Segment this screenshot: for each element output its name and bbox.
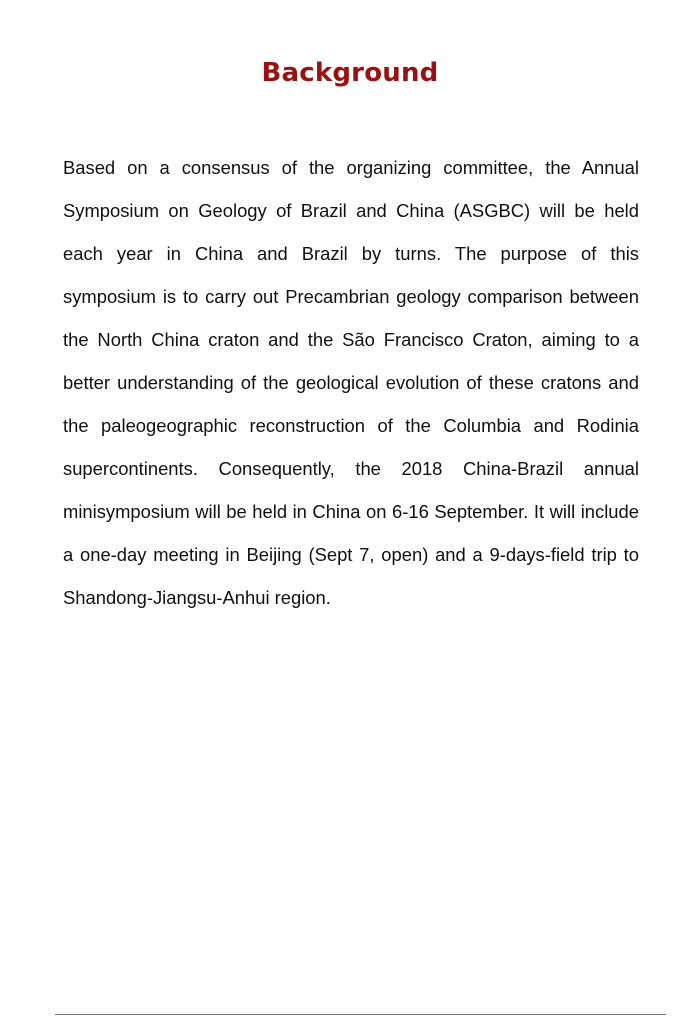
background-paragraph: Based on a consensus of the organizing committee, the Annual Symposium on Geology of Brazil and China (ASGBC) will be held each year in China and Brazil by turns. The purpose of this symposium is to carry out Precambrian geology comparison between the North China craton and the São Francisco Craton, aiming to a better understanding of the geological evolution of these cratons and the paleogeographic reconstruction of the Columbia and Rodinia supercontinents. Consequently, the 2018 China-Brazil annual minisymposium will be held in China on 6-16 September. It will include a one-day meeting in Beijing (Sept 7, open) and a 9-days-field trip to Shandong-Jiangsu-Anhui region. [63, 157, 639, 608]
section-title: Background [261, 58, 439, 88]
footer-divider [55, 1014, 666, 1015]
